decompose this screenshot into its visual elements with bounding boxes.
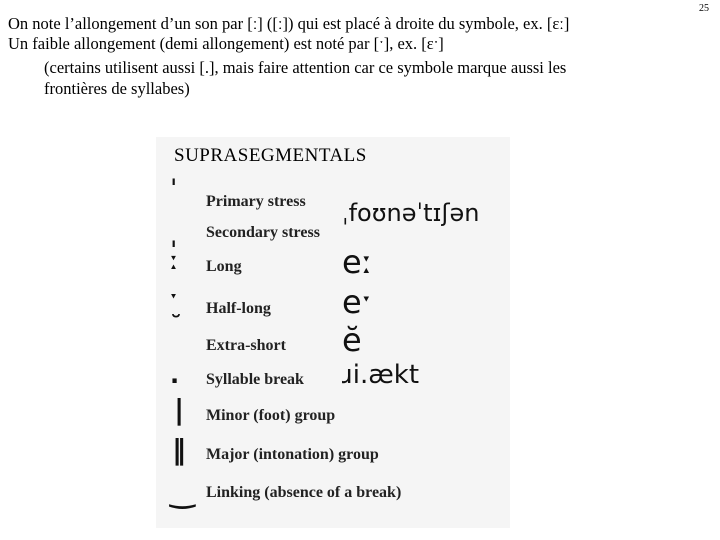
half-long-label: Half-long: [206, 300, 271, 317]
syllable-break-label: Syllable break: [206, 371, 304, 388]
secondary-stress-label: Secondary stress: [206, 224, 320, 241]
suprasegmentals-figure: [156, 137, 510, 528]
extra-short-symbol: ˘: [170, 311, 182, 339]
extra-short-label: Extra-short: [206, 337, 286, 354]
secondary-stress-symbol: ˌ: [170, 223, 178, 251]
half-long-symbol: ˑ: [170, 285, 179, 313]
primary-stress-symbol: ˈ: [170, 175, 178, 203]
primary-stress-label: Primary stress: [206, 193, 306, 210]
paragraph-line-3: (certains utilisent aussi [.], mais faire attention car ce symbole marque aussi les: [44, 58, 567, 77]
minor-group-symbol: |: [174, 393, 185, 426]
paragraph-line-1: On note l’allongement d’un son par [ː] ([ː]) qui est placé à droite du symbole, ex. [ɛː]: [8, 14, 570, 33]
linking-symbol: ‿: [170, 475, 195, 510]
paragraph-line-4: frontières de syllabes): [44, 79, 190, 98]
page-number: 25: [699, 3, 709, 14]
figure-title: SUPRASEGMENTALS: [174, 145, 367, 166]
minor-group-label: Minor (foot) group: [206, 407, 336, 424]
long-symbol: ː: [170, 247, 179, 275]
paragraph-line-2: Un faible allongement (demi allongement) est noté par [ˑ], ex. [ɛˑ]: [8, 34, 444, 53]
long-label: Long: [206, 258, 242, 275]
extra-short-example: ĕ: [342, 321, 362, 359]
long-example: eː: [342, 243, 373, 281]
primary-stress-example: ˌfoʊnəˈtɪʃən: [342, 199, 480, 227]
major-group-symbol: ‖: [172, 433, 186, 466]
half-long-example: eˑ: [342, 283, 373, 321]
major-group-label: Major (intonation) group: [206, 446, 379, 463]
linking-label: Linking (absence of a break): [206, 484, 402, 501]
syllable-break-example: ɹi.ækt: [342, 360, 420, 390]
syllable-break-symbol: .: [170, 361, 180, 389]
